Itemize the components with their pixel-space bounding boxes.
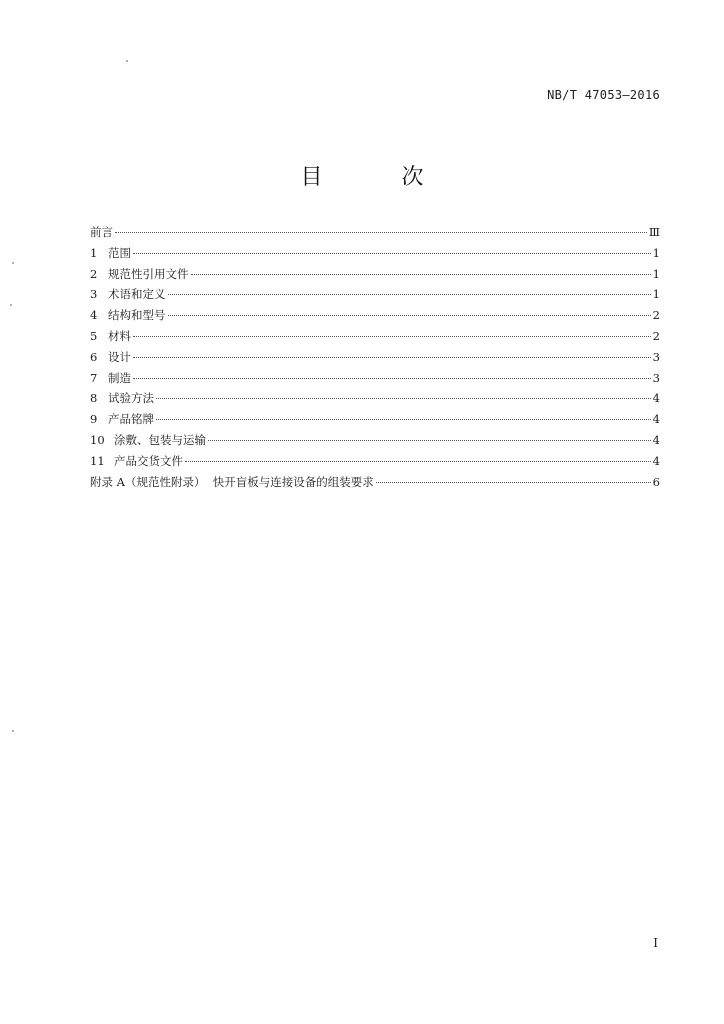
toc-entry-structure-model[interactable] xyxy=(90,305,660,326)
toc-entry-number: 9 xyxy=(90,412,98,427)
toc-entry-page: 3 xyxy=(652,349,660,364)
scan-speck xyxy=(12,730,14,732)
toc-entry-label: 设计 xyxy=(108,349,131,364)
toc-entry-terms-definitions[interactable] xyxy=(90,284,660,305)
standard-number: NB/T 47053—2016 xyxy=(547,88,660,102)
toc-entry-nameplate[interactable] xyxy=(90,409,660,430)
toc-entry-page: 6 xyxy=(652,474,660,489)
toc-entry-page: 3 xyxy=(652,370,660,385)
toc-entry-page: 4 xyxy=(652,453,660,468)
toc-entry-page: 2 xyxy=(652,328,660,343)
toc-leader-dots xyxy=(156,419,651,420)
toc-entry-number: 2 xyxy=(90,266,98,281)
toc-leader-dots xyxy=(168,294,651,295)
toc-leader-dots xyxy=(168,315,651,316)
page-number: I xyxy=(653,936,658,950)
toc-entry-number: 6 xyxy=(90,349,98,364)
toc-leader-dots xyxy=(376,482,651,483)
toc-entry-label: 涂敷、包装与运输 xyxy=(114,432,206,447)
toc-leader-dots xyxy=(208,440,651,441)
toc-entry-page: 4 xyxy=(652,432,660,447)
toc-entry-test-methods[interactable] xyxy=(90,388,660,409)
toc-entry-page: 4 xyxy=(652,412,660,427)
toc-entry-label: 产品交货文件 xyxy=(114,453,183,468)
toc-list xyxy=(90,222,660,492)
toc-entry-materials[interactable] xyxy=(90,326,660,347)
toc-entry-scope[interactable] xyxy=(90,243,660,264)
toc-entry-manufacture[interactable] xyxy=(90,368,660,389)
toc-entry-design[interactable] xyxy=(90,347,660,368)
toc-entry-label: 材料 xyxy=(108,328,131,343)
toc-leader-dots xyxy=(191,274,651,275)
toc-entry-label: 试验方法 xyxy=(108,391,154,406)
toc-entry-label: 术语和定义 xyxy=(108,287,166,302)
toc-entry-normative-references[interactable] xyxy=(90,264,660,285)
toc-entry-label: 制造 xyxy=(108,370,131,385)
toc-entry-number: 7 xyxy=(90,370,98,385)
toc-entry-number: 10 xyxy=(90,432,105,447)
toc-leader-dots xyxy=(133,336,651,337)
toc-leader-dots xyxy=(133,253,651,254)
toc-entry-page: 1 xyxy=(652,266,660,281)
toc-leader-dots xyxy=(115,232,647,233)
scan-speck xyxy=(10,304,12,306)
toc-leader-dots xyxy=(133,357,651,358)
toc-entry-label: 前言 xyxy=(90,225,113,239)
toc-entry-number: 4 xyxy=(90,308,98,323)
toc-entry-label: 附录 A（规范性附录） 快开盲板与连接设备的组装要求 xyxy=(90,474,374,489)
toc-entry-page: 1 xyxy=(652,287,660,302)
toc-entry-label: 结构和型号 xyxy=(108,308,166,323)
toc-entry-page: 1 xyxy=(652,245,660,260)
toc-entry-label: 范围 xyxy=(108,245,131,260)
toc-entry-number: 1 xyxy=(90,245,98,260)
toc-entry-number: 3 xyxy=(90,287,98,302)
toc-entry-delivery-documents[interactable] xyxy=(90,451,660,472)
toc-leader-dots xyxy=(156,398,651,399)
toc-entry-preface[interactable] xyxy=(90,222,660,243)
scan-speck xyxy=(126,60,128,62)
toc-entry-page: Ⅲ xyxy=(648,225,660,239)
toc-leader-dots xyxy=(133,378,651,379)
toc-entry-page: 2 xyxy=(652,308,660,323)
toc-leader-dots xyxy=(185,461,651,462)
toc-title: 目 次 xyxy=(300,165,460,190)
toc-entry-coating-packaging[interactable] xyxy=(90,430,660,451)
scan-speck xyxy=(12,262,14,264)
toc-entry-number: 8 xyxy=(90,391,98,406)
toc-entry-number: 5 xyxy=(90,328,98,343)
toc-entry-label: 规范性引用文件 xyxy=(108,266,189,281)
toc-entry-number: 11 xyxy=(90,453,105,468)
toc-entry-annex-a[interactable] xyxy=(90,472,660,493)
toc-entry-label: 产品铭牌 xyxy=(108,412,154,427)
toc-entry-page: 4 xyxy=(652,391,660,406)
